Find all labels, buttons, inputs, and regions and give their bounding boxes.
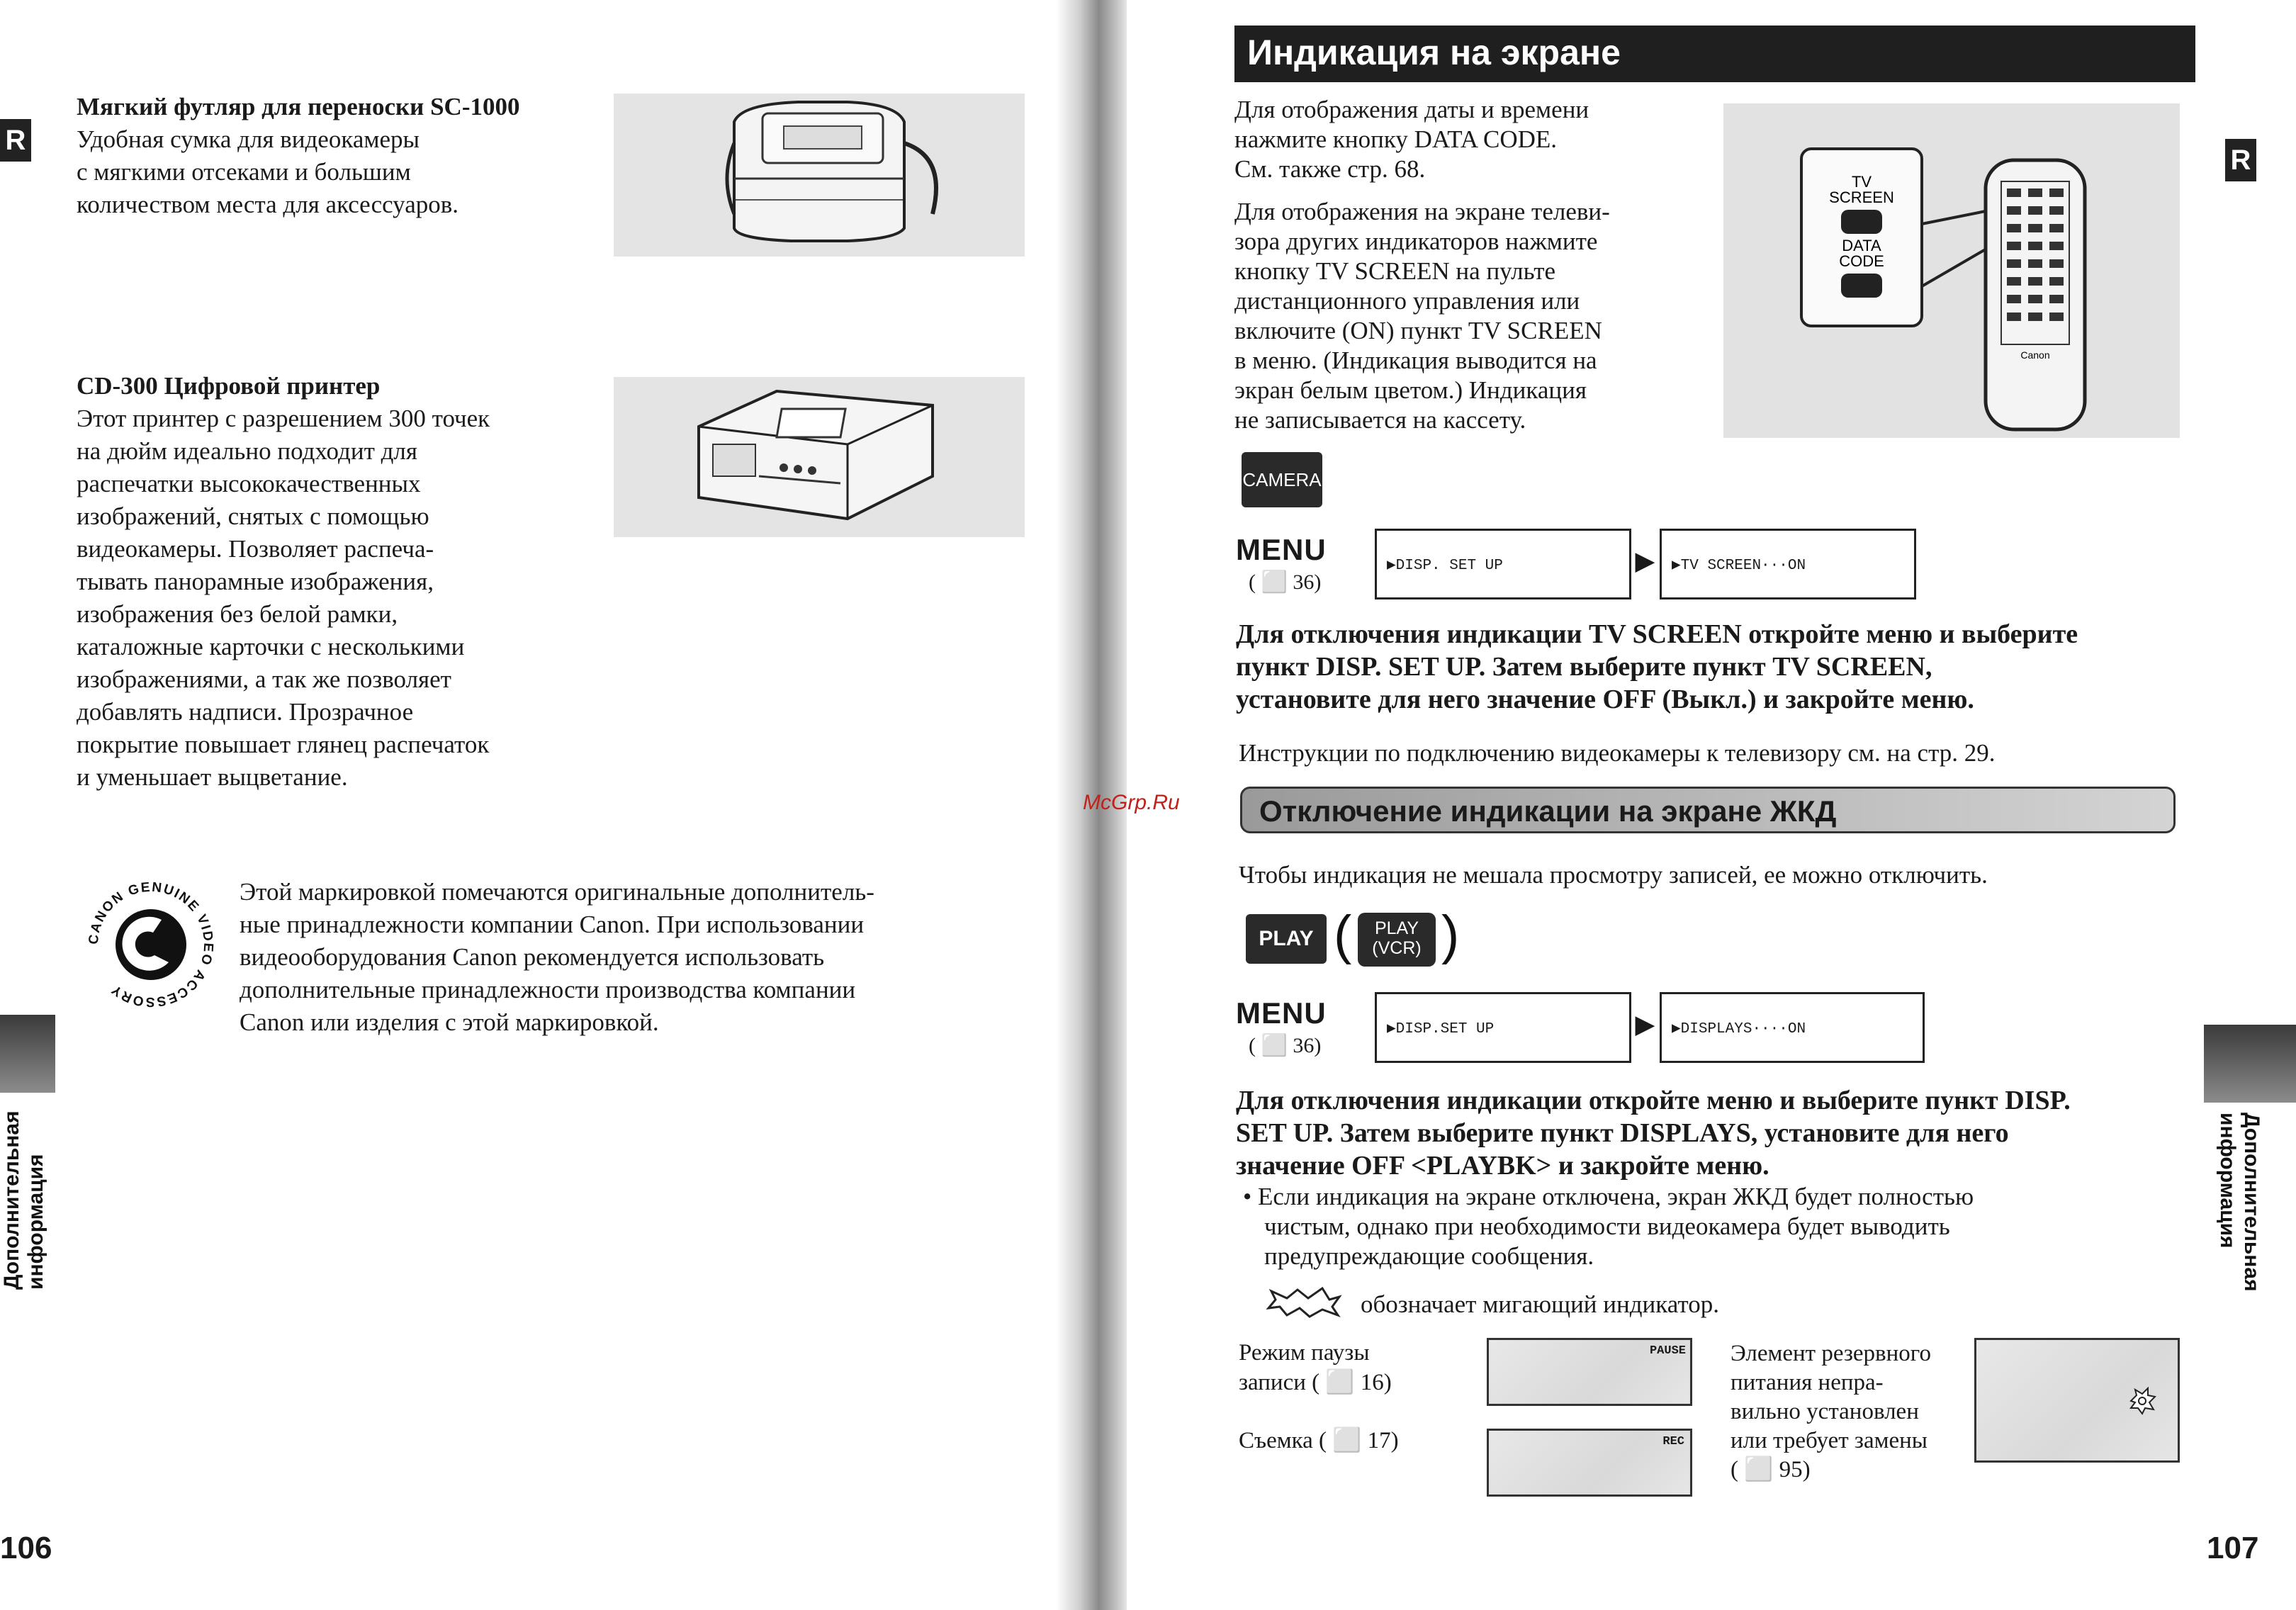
- remote-brand: Canon: [2020, 349, 2050, 361]
- play-vcr-mode-badge: [1358, 913, 1436, 967]
- note-line: • Если индикация на экране отключена, экран ЖКД будет полностью: [1243, 1183, 1974, 1210]
- pause-label-line: Режим паузы: [1239, 1340, 1370, 1366]
- item-desc-line: каталожные карточки с несколькими: [77, 633, 465, 660]
- paren-open: (: [1334, 905, 1352, 965]
- item-desc-line: и уменьшает выцветание.: [77, 763, 348, 791]
- paren-close: ): [1441, 905, 1460, 965]
- intro-line: Для отображения даты и времени: [1234, 96, 1589, 123]
- instruction-line: Для отключения индикации TV SCREEN откройте меню и выберите: [1236, 619, 2078, 649]
- watermark: McGrp.Ru: [1083, 791, 1180, 814]
- logo-note-line: Этой маркировкой помечаются оригинальные дополнитель-: [240, 878, 874, 906]
- note-line: чистым, однако при необходимости видеокамера будет выводить: [1264, 1212, 1950, 1240]
- backup-battery-label: [1731, 1339, 1971, 1485]
- menu-label: MENU: [1236, 533, 1327, 566]
- page-number-left: 106: [0, 1531, 52, 1565]
- logo-note-line: дополнительные принадлежности производства компании: [240, 976, 856, 1003]
- data-code-label-1: DATA: [1842, 237, 1881, 254]
- instruction-line: установите для него значение OFF (Выкл.) и закройте меню.: [1236, 685, 1974, 714]
- side-tab-block: [2204, 1025, 2296, 1103]
- intro-line: дистанционного управления или: [1234, 287, 1580, 315]
- intro-line: зора других индикаторов нажмите: [1234, 227, 1598, 255]
- canon-genuine-logo-icon: [77, 870, 225, 1019]
- item-desc-line: Удобная сумка для видеокамеры: [77, 125, 420, 153]
- backup-line: вильно установлен: [1731, 1399, 1919, 1424]
- logo-note-line: ные принадлежности компании Canon. При использовании: [240, 911, 865, 938]
- pause-label: [1239, 1338, 1392, 1397]
- logo-note-line: видеооборудования Canon рекомендуется использовать: [240, 943, 825, 971]
- intro-data-code: [1234, 95, 1702, 184]
- logo-note-line: Canon или изделия с этой маркировкой.: [240, 1008, 659, 1036]
- section-tab-marker: R: [0, 119, 31, 162]
- menu-label: MENU: [1236, 996, 1327, 1030]
- intro-line: Для отображения на экране телеви-: [1234, 198, 1610, 225]
- tv-label-1: TV: [1851, 173, 1872, 191]
- lcd-display-intro: Чтобы индикация не мешала просмотру записей, ее можно отключить.: [1239, 861, 1988, 889]
- remote-control-figure: [1723, 103, 2180, 438]
- side-tab-block: [0, 1015, 55, 1093]
- item-desc-line: на дюйм идеально подходит для: [77, 437, 417, 465]
- instruction-line: Для отключения индикации откройте меню и выберите пункт DISP.: [1236, 1086, 2071, 1115]
- tv-screen-off-instruction: [1236, 618, 2214, 716]
- left-page: [0, 0, 1077, 1610]
- menu-arrow-icon: ▶: [1636, 548, 1655, 575]
- instruction-line: пункт DISP. SET UP. Затем выберите пункт TV SCREEN,: [1236, 652, 1932, 682]
- pause-indicator: PAUSE: [1649, 1344, 1686, 1358]
- warning-note: [1243, 1182, 2207, 1271]
- backup-line: питания непра-: [1731, 1370, 1884, 1395]
- page-heading: Индикация на экране: [1234, 26, 2195, 82]
- tv-label-2: SCREEN: [1829, 188, 1894, 206]
- section-subheading: Отключение индикации на экране ЖКД: [1240, 787, 2176, 833]
- intro-line: кнопку TV SCREEN на пульте: [1234, 257, 1556, 285]
- item-desc-line: изображения без белой рамки,: [77, 600, 398, 628]
- rec-indicator: REC: [1662, 1435, 1684, 1448]
- item-desc-line: добавлять надписи. Прозрачное: [77, 698, 414, 726]
- item-cd300: [77, 370, 615, 794]
- note-line: предупреждающие сообщения.: [1264, 1242, 1594, 1270]
- intro-line: в меню. (Индикация выводится на: [1234, 347, 1597, 374]
- backup-battery-blink-icon: [2128, 1387, 2156, 1415]
- item-title: Мягкий футляр для переноски SC-1000: [77, 93, 520, 120]
- side-tab-label: Дополнительная информация: [2216, 1113, 2263, 1292]
- section-tab-marker: R: [2225, 139, 2256, 181]
- backup-line: или требует замены: [1731, 1428, 1928, 1453]
- instruction-line: SET UP. Затем выберите пункт DISPLAYS, установите для него: [1236, 1118, 2009, 1148]
- play-mode-badge: PLAY: [1246, 914, 1327, 964]
- item-sc1000: [77, 91, 615, 221]
- intro-line: не записывается на кассету.: [1234, 406, 1526, 434]
- menu-screen-disp-setup: ▶DISP. SET UP: [1375, 529, 1631, 599]
- rec-screen: [1487, 1429, 1692, 1497]
- backup-line: Элемент резервного: [1731, 1341, 1932, 1366]
- item-title: CD-300 Цифровой принтер: [77, 372, 381, 400]
- menu-arrow-icon: ▶: [1636, 1011, 1655, 1038]
- data-code-label-2: CODE: [1839, 252, 1884, 270]
- backup-line: ( ⬜ 95): [1731, 1457, 1811, 1482]
- menu-screen-disp-setup: ▶DISP.SET UP: [1375, 992, 1631, 1063]
- page-number-right: 107: [2207, 1531, 2259, 1565]
- logo-ring-text: CANON GENUINE VIDEO ACCESSORY: [86, 879, 216, 1010]
- menu-page-ref: ( ⬜ 36): [1249, 1034, 1322, 1057]
- right-page: [1127, 0, 2296, 1610]
- remote-control-illustration: [1723, 103, 2180, 438]
- tv-connection-note: Инструкции по подключению видеокамеры к телевизору см. на стр. 29.: [1239, 739, 1996, 767]
- item-desc-line: покрытие повышает глянец распечаток: [77, 731, 490, 758]
- blink-indicator-icon: [1266, 1284, 1344, 1319]
- play-vcr-label-1: PLAY: [1374, 918, 1419, 938]
- menu-screen-displays: ▶DISPLAYS····ON: [1660, 992, 1925, 1063]
- soft-case-illustration: [614, 94, 1025, 257]
- item-desc-line: количеством места для аксессуаров.: [77, 191, 459, 218]
- rec-label: Съемка ( ⬜ 17): [1239, 1428, 1399, 1453]
- menu-screen-tv-screen: ▶TV SCREEN···ON: [1660, 529, 1916, 599]
- printer-photo: [614, 377, 1025, 537]
- backup-battery-screen: [1974, 1338, 2180, 1463]
- item-desc-line: видеокамеры. Позволяет распеча-: [77, 535, 434, 563]
- intro-line: нажмите кнопку DATA CODE.: [1234, 125, 1557, 153]
- logo-note: [240, 876, 1026, 1039]
- menu-page-ref: ( ⬜ 36): [1249, 570, 1322, 594]
- intro-line: включите (ON) пункт TV SCREEN: [1234, 317, 1602, 344]
- play-vcr-label-2: (VCR): [1372, 938, 1422, 958]
- item-desc-line: тывать панорамные изображения,: [77, 568, 434, 595]
- soft-case-photo: [614, 94, 1025, 257]
- pause-label-line: записи ( ⬜ 16): [1239, 1370, 1392, 1395]
- intro-line: См. также стр. 68.: [1234, 155, 1426, 183]
- item-desc-line: распечатки высококачественных: [77, 470, 421, 497]
- pause-screen: [1487, 1338, 1692, 1406]
- printer-illustration: [614, 377, 1025, 537]
- item-desc-line: изображениями, а так же позволяет: [77, 665, 451, 693]
- item-desc-line: Этот принтер с разрешением 300 точек: [77, 405, 490, 432]
- intro-line: экран белым цветом.) Индикация: [1234, 376, 1587, 404]
- intro-tv-screen: [1234, 197, 1702, 435]
- item-desc-line: с мягкими отсеками и большим: [77, 158, 411, 186]
- data-code-button-icon: [1841, 274, 1882, 298]
- tv-screen-button-icon: [1841, 210, 1882, 234]
- camera-mode-badge: CAMERA: [1242, 452, 1322, 507]
- blink-indicator-note: обозначает мигающий индикатор.: [1361, 1290, 1719, 1318]
- side-tab-label: Дополнительная информация: [0, 1110, 47, 1290]
- item-desc-line: изображений, снятых с помощью: [77, 502, 429, 530]
- canon-genuine-accessory-logo: [77, 870, 225, 1019]
- instruction-line: значение OFF <PLAYBK> и закройте меню.: [1236, 1151, 1769, 1181]
- displays-off-instruction: [1236, 1084, 2214, 1182]
